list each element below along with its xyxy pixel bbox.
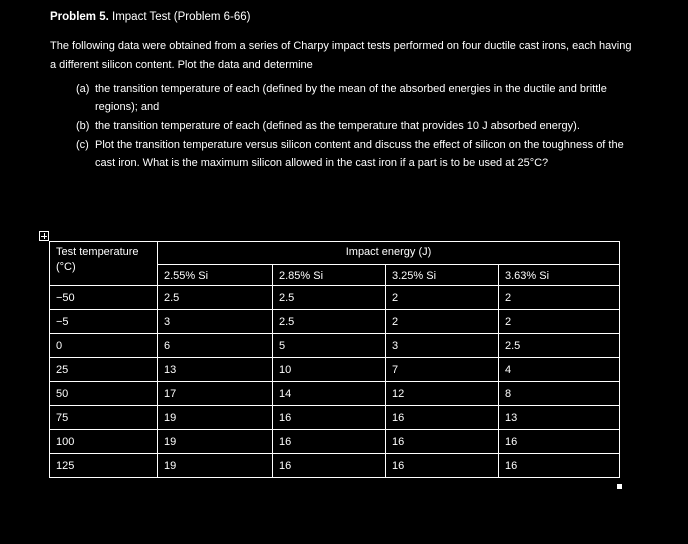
energy-cell[interactable]: 12 xyxy=(386,382,499,406)
energy-cell[interactable]: 16 xyxy=(273,454,386,478)
energy-cell[interactable]: 8 xyxy=(499,382,620,406)
question-item-a xyxy=(76,80,636,116)
energy-cell[interactable]: 2 xyxy=(386,310,499,334)
energy-cell[interactable]: 2.5 xyxy=(499,334,620,358)
energy-cell[interactable]: 2 xyxy=(499,286,620,310)
temperature-cell[interactable]: 125 xyxy=(50,454,158,478)
energy-cell[interactable]: 19 xyxy=(158,406,273,430)
table-row xyxy=(50,310,620,334)
temperature-cell[interactable]: 75 xyxy=(50,406,158,430)
question-item-b xyxy=(76,117,636,135)
energy-cell[interactable]: 6 xyxy=(158,334,273,358)
energy-cell[interactable]: 14 xyxy=(273,382,386,406)
table-row xyxy=(50,406,620,430)
table-row xyxy=(50,382,620,406)
table-row xyxy=(50,334,620,358)
question-text: the transition temperature of each (defined as the temperature that provides 10 J absorbed energy). xyxy=(95,120,580,132)
energy-cell[interactable]: 16 xyxy=(386,406,499,430)
column-header[interactable]: 2.85% Si xyxy=(273,265,386,286)
energy-cell[interactable]: 16 xyxy=(499,430,620,454)
energy-cell[interactable]: 16 xyxy=(273,430,386,454)
table-row xyxy=(50,454,620,478)
question-marker: (c) xyxy=(76,139,89,151)
energy-cell[interactable]: 19 xyxy=(158,430,273,454)
problem-heading: Impact Test (Problem 6-66) xyxy=(112,11,251,23)
impact-energy-header[interactable]: Impact energy (J) xyxy=(158,242,620,265)
energy-cell[interactable]: 2 xyxy=(386,286,499,310)
energy-cell[interactable]: 2.5 xyxy=(158,286,273,310)
energy-cell[interactable]: 17 xyxy=(158,382,273,406)
energy-cell[interactable]: 16 xyxy=(499,454,620,478)
question-text: Plot the transition temperature versus silicon content and discuss the effect of silicon on the toughness of the cast iron. What is the maximum silicon allowed in the cast iron if a part is to be used at 25°C? xyxy=(95,139,624,169)
table-row xyxy=(50,286,620,310)
energy-cell[interactable]: 13 xyxy=(499,406,620,430)
column-header[interactable]: 3.63% Si xyxy=(499,265,620,286)
energy-cell[interactable]: 16 xyxy=(386,430,499,454)
column-header[interactable]: 2.55% Si xyxy=(158,265,273,286)
temperature-cell[interactable]: 0 xyxy=(50,334,158,358)
energy-cell[interactable]: 16 xyxy=(386,454,499,478)
table-row xyxy=(50,358,620,382)
column-header[interactable]: 3.25% Si xyxy=(386,265,499,286)
energy-cell[interactable]: 3 xyxy=(158,310,273,334)
energy-cell[interactable]: 13 xyxy=(158,358,273,382)
move-cross-icon[interactable] xyxy=(39,231,49,241)
resize-square-icon[interactable] xyxy=(617,484,622,489)
question-marker: (a) xyxy=(76,83,90,95)
energy-cell[interactable]: 16 xyxy=(273,406,386,430)
problem-label: Problem 5. xyxy=(50,11,109,23)
energy-cell[interactable]: 5 xyxy=(273,334,386,358)
question-marker: (b) xyxy=(76,120,90,132)
temperature-cell[interactable]: 100 xyxy=(50,430,158,454)
table-row xyxy=(50,430,620,454)
energy-cell[interactable]: 2 xyxy=(499,310,620,334)
temperature-cell[interactable]: −50 xyxy=(50,286,158,310)
problem-title xyxy=(50,11,251,23)
energy-cell[interactable]: 3 xyxy=(386,334,499,358)
impact-data-table xyxy=(49,241,620,478)
problem-intro: The following data were obtained from a series of Charpy impact tests performed on four ductile cast irons, each having a different silicon content. Plot the data and determine xyxy=(50,40,632,71)
energy-cell[interactable]: 2.5 xyxy=(273,286,386,310)
energy-cell[interactable]: 10 xyxy=(273,358,386,382)
energy-cell[interactable]: 2.5 xyxy=(273,310,386,334)
temperature-cell[interactable]: 25 xyxy=(50,358,158,382)
energy-cell[interactable]: 4 xyxy=(499,358,620,382)
energy-cell[interactable]: 19 xyxy=(158,454,273,478)
energy-cell[interactable]: 7 xyxy=(386,358,499,382)
temperature-header[interactable]: Test temperature (°C) xyxy=(50,242,158,286)
table-header-row xyxy=(50,242,620,265)
question-list xyxy=(76,80,636,173)
temperature-cell[interactable]: −5 xyxy=(50,310,158,334)
temperature-cell[interactable]: 50 xyxy=(50,382,158,406)
question-item-c xyxy=(76,136,636,172)
question-text: the transition temperature of each (defined by the mean of the absorbed energies in the ductile and brittle regions); and xyxy=(95,83,607,113)
